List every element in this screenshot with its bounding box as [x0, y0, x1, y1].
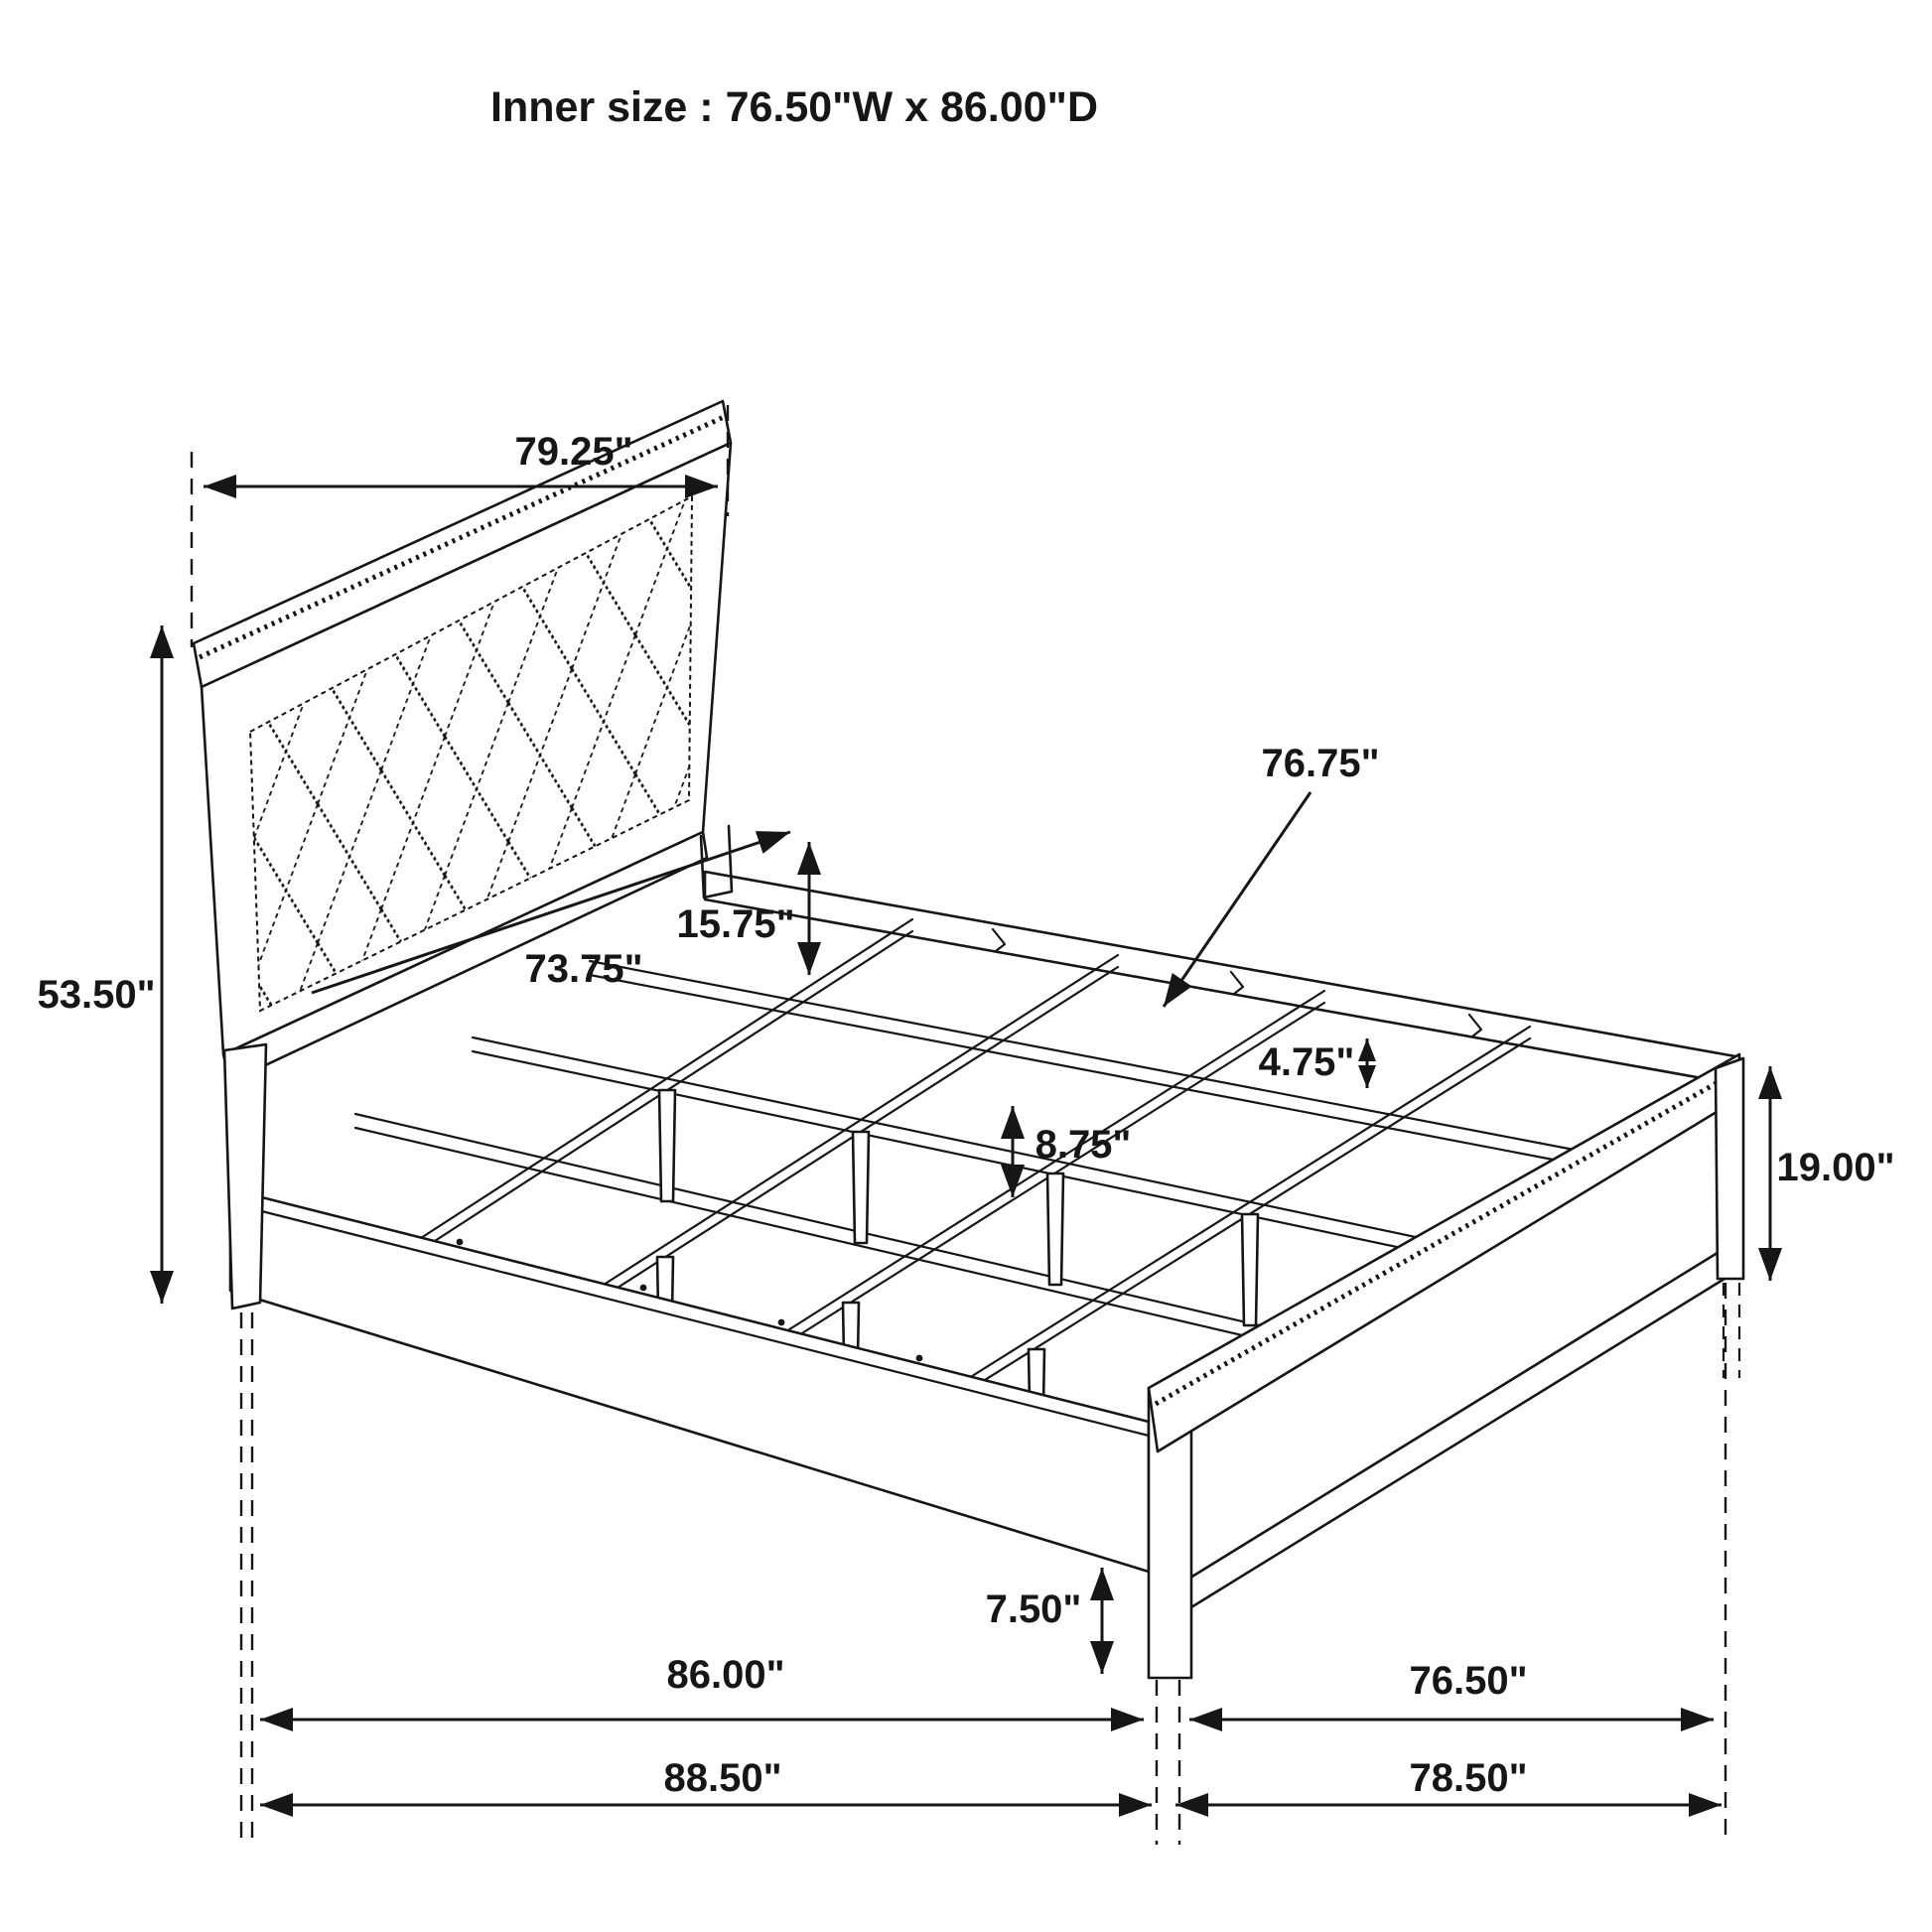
rail-peg-icon [457, 1239, 464, 1246]
dim-label-headboard-width: 79.25" [514, 430, 633, 474]
dim-label-headboard-inner-width: 73.75" [524, 947, 643, 991]
dim-label-slat-length: 76.75" [1261, 742, 1380, 785]
dim-label-floor-clearance: 7.50" [985, 1587, 1082, 1631]
dim-label-headboard-height: 53.50" [37, 973, 156, 1017]
dim-label-inner-width: 76.50" [1409, 1659, 1528, 1703]
rail-peg-icon [640, 1285, 647, 1292]
headboard-left-leg [224, 1044, 266, 1309]
dim-label-headboard-panel-gap: 15.75" [676, 902, 795, 946]
dim-label-footboard-height: 19.00" [1776, 1146, 1895, 1189]
dim-label-inner-length: 86.00" [666, 1653, 785, 1697]
dim-label-overall-width: 78.50" [1409, 1756, 1528, 1800]
page-title: Inner size : 76.50"W x 86.00"D [490, 83, 1098, 131]
dim-label-overall-length: 88.50" [663, 1756, 782, 1800]
rail-peg-icon [916, 1355, 923, 1362]
footboard-far-post [1716, 1058, 1743, 1279]
rail-peg-icon [778, 1319, 785, 1326]
dim-label-rail-thickness: 4.75" [1258, 1040, 1355, 1084]
dim-rail-thickness [1259, 1038, 1367, 1088]
dim-label-slat-leg-height: 8.75" [1035, 1123, 1132, 1167]
